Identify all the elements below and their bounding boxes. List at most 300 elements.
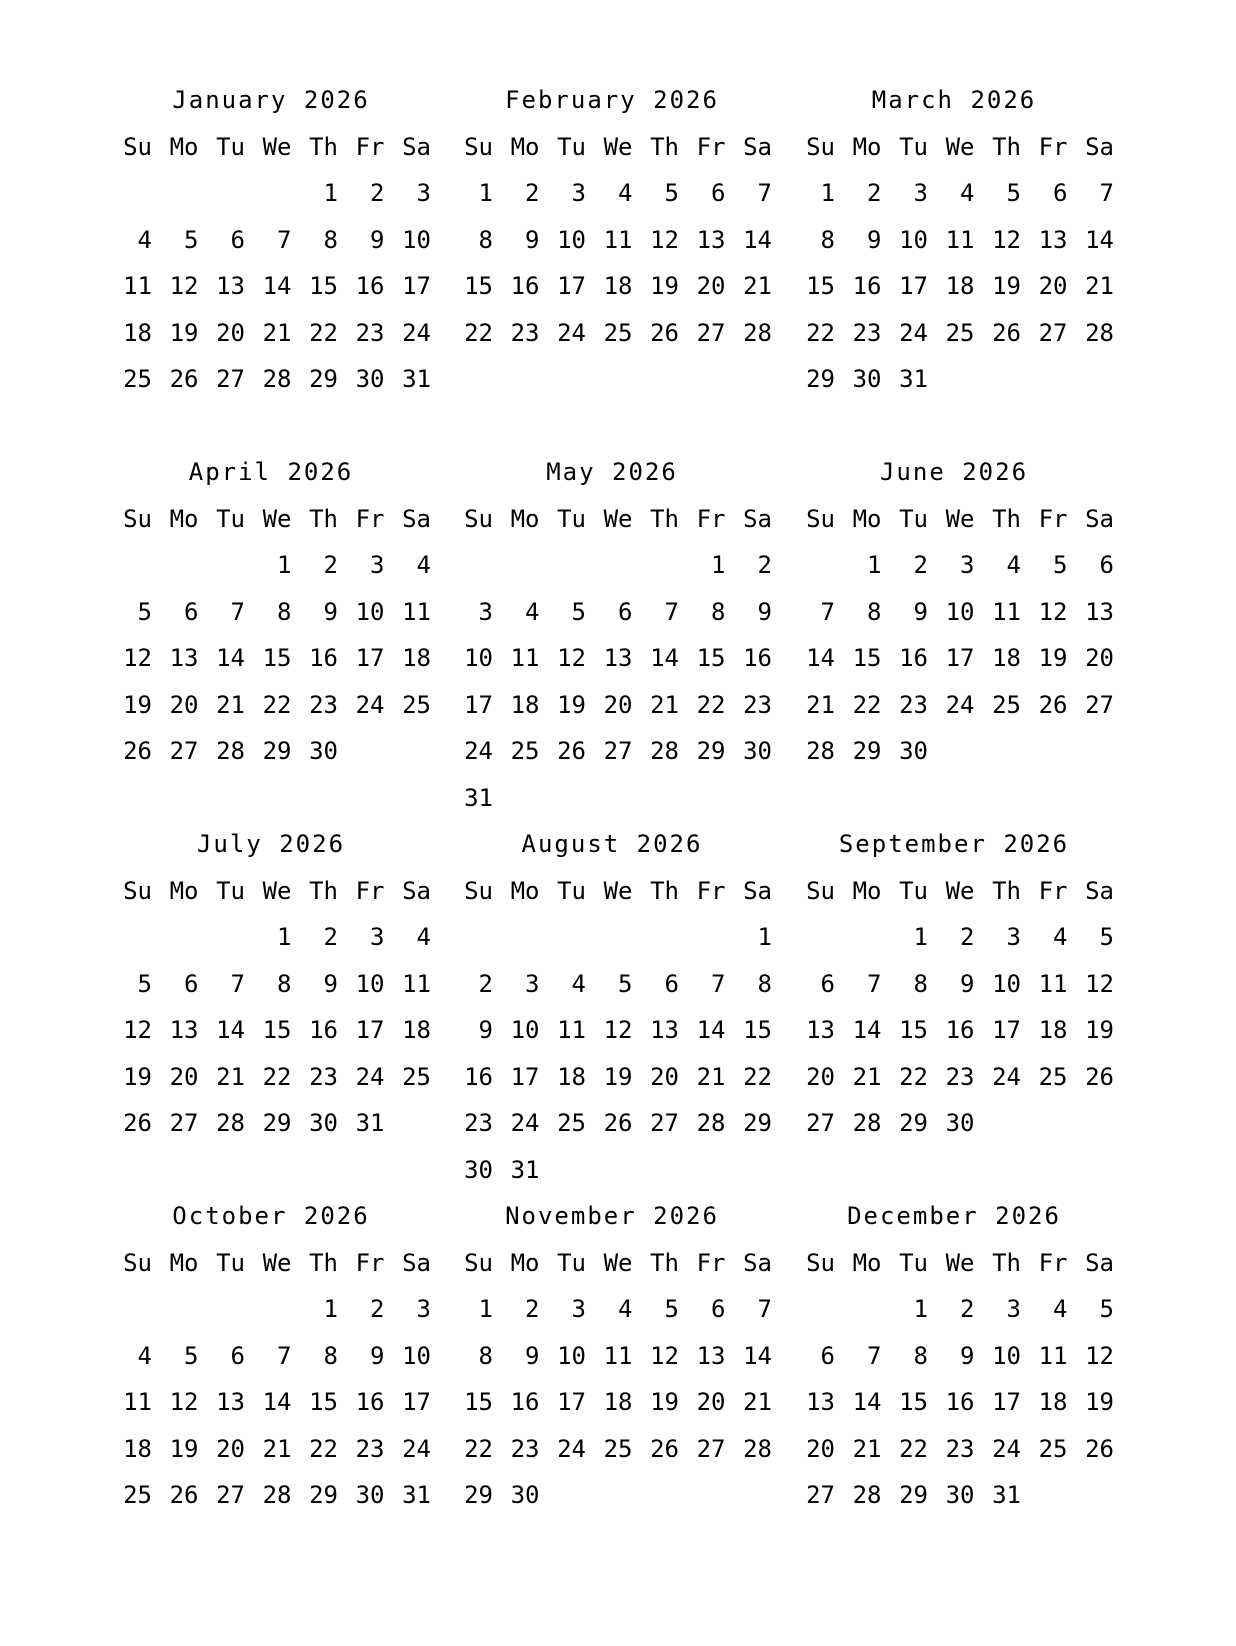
day-cell: 25 <box>945 318 975 347</box>
weekday-label: Th <box>992 876 1021 905</box>
weekday-label: Th <box>309 132 338 161</box>
day-cell: 31 <box>464 783 493 812</box>
day-cell: 17 <box>945 644 975 672</box>
weekday-label: We <box>603 504 633 533</box>
day-cell: 6 <box>230 1341 245 1370</box>
day-cell: 16 <box>852 272 882 300</box>
day-cell: 18 <box>945 272 975 300</box>
day-cell: 28 <box>806 737 835 765</box>
day-cell: 10 <box>355 969 385 998</box>
day-cell: 6 <box>184 597 199 626</box>
day-cell: 20 <box>169 690 199 719</box>
day-cell: 11 <box>1038 969 1068 998</box>
day-cell: 4 <box>416 551 431 579</box>
week-row <box>453 550 771 580</box>
week-row <box>795 364 1113 394</box>
week-row <box>795 597 1113 627</box>
weekday-label: Tu <box>557 1248 586 1277</box>
day-cell: 19 <box>123 1062 152 1091</box>
day-cell: 29 <box>309 1481 338 1509</box>
day-cell: 22 <box>262 690 292 719</box>
week-row <box>453 1434 771 1464</box>
week-row <box>795 1341 1113 1371</box>
day-cell: 29 <box>262 1109 292 1137</box>
day-cell: 20 <box>169 1062 199 1091</box>
weekday-label: We <box>603 132 633 161</box>
weekday-label: Su <box>806 876 835 905</box>
week-row <box>453 643 771 673</box>
weekday-label: Fr <box>696 132 726 161</box>
day-cell: 15 <box>696 644 726 672</box>
day-cell: 8 <box>757 969 772 998</box>
day-cell: 24 <box>402 1434 431 1463</box>
week-row <box>453 1387 771 1417</box>
day-cell: 22 <box>696 690 726 719</box>
day-cell: 6 <box>1099 551 1114 579</box>
weekday-label: Mo <box>169 504 199 533</box>
week-row <box>112 690 430 720</box>
day-cell: 25 <box>123 365 152 393</box>
month-title: June 2026 <box>879 458 1029 486</box>
day-cell: 31 <box>510 1155 540 1184</box>
day-cell: 6 <box>664 969 679 998</box>
day-cell: 15 <box>743 1016 772 1044</box>
day-cell: 23 <box>355 318 385 347</box>
day-cell: 13 <box>1038 225 1068 254</box>
week-row <box>112 550 430 580</box>
day-cell: 23 <box>355 1434 385 1463</box>
weekday-label: Fr <box>1038 132 1068 161</box>
weekday-header <box>795 504 1113 534</box>
week-row <box>112 271 430 301</box>
weekday-label: We <box>262 504 292 533</box>
week-row <box>112 1108 430 1138</box>
weekday-label: Su <box>464 1248 493 1277</box>
weekday-header <box>112 132 430 162</box>
day-cell: 27 <box>216 1481 245 1509</box>
day-cell: 17 <box>464 690 493 719</box>
weekday-header <box>453 1248 771 1278</box>
day-cell: 17 <box>557 272 586 300</box>
weekday-label: Mo <box>169 132 199 161</box>
day-cell: 17 <box>992 1016 1021 1044</box>
day-cell: 8 <box>478 225 493 254</box>
month-title: April 2026 <box>188 458 354 486</box>
day-cell: 17 <box>355 644 385 672</box>
day-cell: 16 <box>945 1388 975 1416</box>
week-row <box>112 1062 430 1092</box>
day-cell: 6 <box>618 597 633 626</box>
day-cell: 22 <box>464 318 493 347</box>
day-cell: 8 <box>711 597 726 626</box>
day-cell: 1 <box>913 923 928 951</box>
day-cell: 3 <box>370 923 385 951</box>
day-cell: 18 <box>510 690 540 719</box>
day-cell: 20 <box>1085 644 1114 672</box>
week-row <box>453 1480 771 1510</box>
day-cell: 7 <box>820 597 835 626</box>
month-title: May 2026 <box>546 458 678 486</box>
day-cell: 31 <box>992 1481 1021 1509</box>
day-cell: 24 <box>557 318 586 347</box>
weekday-label: Fr <box>696 1248 726 1277</box>
day-cell: 13 <box>216 272 245 300</box>
day-cell: 9 <box>478 1016 493 1044</box>
day-cell: 30 <box>464 1155 493 1184</box>
weekday-label: Su <box>464 132 493 161</box>
day-cell: 30 <box>309 1109 338 1137</box>
day-cell: 6 <box>820 1341 835 1370</box>
day-cell: 5 <box>184 225 199 254</box>
day-cell: 11 <box>557 1016 586 1044</box>
day-cell: 24 <box>992 1434 1021 1463</box>
day-cell: 30 <box>945 1481 975 1509</box>
day-cell: 2 <box>478 969 493 998</box>
day-cell: 20 <box>216 318 245 347</box>
weekday-label: Fr <box>1038 504 1068 533</box>
day-cell: 12 <box>123 644 152 672</box>
weekday-label: Tu <box>216 1248 245 1277</box>
week-row <box>453 318 771 348</box>
week-row <box>453 969 771 999</box>
weekday-label: Th <box>309 876 338 905</box>
day-cell: 26 <box>1085 1062 1114 1091</box>
month-title: December 2026 <box>847 1202 1061 1230</box>
day-cell: 18 <box>123 318 152 347</box>
day-cell: 25 <box>510 737 540 765</box>
week-row <box>453 1015 771 1045</box>
week-row <box>795 1294 1113 1324</box>
day-cell: 28 <box>262 1481 292 1509</box>
day-cell: 6 <box>711 179 726 207</box>
day-cell: 12 <box>557 644 586 672</box>
day-cell: 30 <box>743 737 772 765</box>
week-row <box>795 1108 1113 1138</box>
day-cell: 13 <box>806 1388 835 1416</box>
weekday-label: We <box>603 876 633 905</box>
weekday-label: Fr <box>1038 1248 1068 1277</box>
day-cell: 6 <box>711 1295 726 1323</box>
day-cell: 10 <box>899 225 928 254</box>
day-cell: 12 <box>123 1016 152 1044</box>
week-row <box>795 271 1113 301</box>
day-cell: 24 <box>464 737 493 765</box>
weekday-label: Su <box>806 504 835 533</box>
day-cell: 16 <box>309 1016 338 1044</box>
day-cell: 11 <box>402 597 431 626</box>
day-cell: 27 <box>806 1109 835 1137</box>
day-cell: 4 <box>525 597 540 626</box>
day-cell: 14 <box>216 644 245 672</box>
day-cell: 24 <box>510 1109 540 1137</box>
day-cell: 16 <box>510 1388 540 1416</box>
week-row <box>795 736 1113 766</box>
day-cell: 28 <box>1085 318 1114 347</box>
day-cell: 16 <box>309 644 338 672</box>
day-cell: 10 <box>355 597 385 626</box>
day-cell: 10 <box>557 1341 586 1370</box>
week-row <box>453 1108 771 1138</box>
day-cell: 14 <box>743 225 772 254</box>
day-cell: 5 <box>618 969 633 998</box>
day-cell: 27 <box>650 1109 679 1137</box>
weekday-label: Sa <box>402 876 431 905</box>
week-row <box>453 1155 771 1185</box>
weekday-header <box>795 1248 1113 1278</box>
day-cell: 15 <box>852 644 882 672</box>
day-cell: 22 <box>806 318 835 347</box>
week-row <box>453 736 771 766</box>
day-cell: 7 <box>867 1341 882 1370</box>
day-cell: 13 <box>1085 597 1114 626</box>
day-cell: 21 <box>262 1434 292 1463</box>
week-row <box>112 318 430 348</box>
month-title: September 2026 <box>838 830 1070 858</box>
weekday-label: Mo <box>510 504 540 533</box>
day-cell: 21 <box>650 690 679 719</box>
day-cell: 25 <box>992 690 1021 719</box>
weekday-label: Sa <box>402 132 431 161</box>
weekday-header <box>453 132 771 162</box>
day-cell: 11 <box>603 1341 633 1370</box>
day-cell: 19 <box>603 1062 633 1091</box>
day-cell: 17 <box>557 1388 586 1416</box>
day-cell: 8 <box>913 1341 928 1370</box>
day-cell: 4 <box>1006 551 1021 579</box>
day-cell: 4 <box>618 179 633 207</box>
day-cell: 3 <box>571 1295 586 1323</box>
day-cell: 5 <box>137 597 152 626</box>
day-cell: 8 <box>867 597 882 626</box>
week-row <box>795 225 1113 255</box>
day-cell: 20 <box>806 1434 835 1463</box>
day-cell: 8 <box>277 969 292 998</box>
weekday-label: Tu <box>216 876 245 905</box>
week-row <box>795 690 1113 720</box>
weekday-label: We <box>945 132 975 161</box>
week-row <box>795 318 1113 348</box>
day-cell: 14 <box>806 644 835 672</box>
month-title: March 2026 <box>871 86 1037 114</box>
day-cell: 13 <box>806 1016 835 1044</box>
day-cell: 2 <box>370 1295 385 1323</box>
weekday-label: Fr <box>355 132 385 161</box>
day-cell: 14 <box>696 1016 726 1044</box>
day-cell: 9 <box>370 225 385 254</box>
day-cell: 9 <box>323 597 338 626</box>
week-row <box>453 178 771 208</box>
day-cell: 16 <box>464 1062 493 1091</box>
day-cell: 4 <box>618 1295 633 1323</box>
day-cell: 31 <box>899 365 928 393</box>
day-cell: 7 <box>1099 179 1114 207</box>
day-cell: 12 <box>1085 1341 1114 1370</box>
day-cell: 28 <box>852 1109 882 1137</box>
day-cell: 22 <box>464 1434 493 1463</box>
day-cell: 9 <box>960 1341 975 1370</box>
day-cell: 2 <box>913 551 928 579</box>
weekday-label: Fr <box>1038 876 1068 905</box>
day-cell: 5 <box>1053 551 1068 579</box>
day-cell: 3 <box>478 597 493 626</box>
day-cell: 15 <box>899 1016 928 1044</box>
weekday-label: Th <box>992 504 1021 533</box>
day-cell: 24 <box>899 318 928 347</box>
day-cell: 16 <box>899 644 928 672</box>
day-cell: 7 <box>711 969 726 998</box>
day-cell: 22 <box>852 690 882 719</box>
weekday-label: Sa <box>1085 876 1114 905</box>
month-title: July 2026 <box>196 830 346 858</box>
weekday-label: Sa <box>1085 1248 1114 1277</box>
weekday-label: We <box>262 1248 292 1277</box>
day-cell: 8 <box>820 225 835 254</box>
day-cell: 3 <box>1006 1295 1021 1323</box>
day-cell: 28 <box>743 1434 772 1463</box>
day-cell: 5 <box>137 969 152 998</box>
day-cell: 26 <box>557 737 586 765</box>
day-cell: 10 <box>945 597 975 626</box>
day-cell: 6 <box>184 969 199 998</box>
day-cell: 23 <box>510 1434 540 1463</box>
day-cell: 23 <box>852 318 882 347</box>
day-cell: 9 <box>757 597 772 626</box>
day-cell: 20 <box>603 690 633 719</box>
day-cell: 23 <box>510 318 540 347</box>
day-cell: 11 <box>402 969 431 998</box>
day-cell: 14 <box>743 1341 772 1370</box>
day-cell: 12 <box>1085 969 1114 998</box>
day-cell: 12 <box>650 1341 679 1370</box>
day-cell: 15 <box>262 644 292 672</box>
day-cell: 6 <box>820 969 835 998</box>
day-cell: 27 <box>696 318 726 347</box>
day-cell: 15 <box>806 272 835 300</box>
day-cell: 21 <box>696 1062 726 1091</box>
weekday-label: Th <box>992 1248 1021 1277</box>
day-cell: 13 <box>696 225 726 254</box>
day-cell: 29 <box>464 1481 493 1509</box>
weekday-label: Mo <box>852 1248 882 1277</box>
day-cell: 30 <box>852 365 882 393</box>
week-row <box>112 178 430 208</box>
day-cell: 23 <box>309 690 338 719</box>
day-cell: 24 <box>992 1062 1021 1091</box>
day-cell: 30 <box>510 1481 540 1509</box>
day-cell: 8 <box>323 225 338 254</box>
weekday-label: Su <box>123 132 152 161</box>
weekday-label: Th <box>650 876 679 905</box>
day-cell: 7 <box>757 1295 772 1323</box>
day-cell: 13 <box>650 1016 679 1044</box>
day-cell: 3 <box>960 551 975 579</box>
day-cell: 28 <box>650 737 679 765</box>
weekday-label: Fr <box>696 876 726 905</box>
day-cell: 26 <box>650 318 679 347</box>
day-cell: 8 <box>913 969 928 998</box>
day-cell: 22 <box>899 1434 928 1463</box>
day-cell: 21 <box>806 690 835 719</box>
day-cell: 28 <box>743 318 772 347</box>
day-cell: 3 <box>571 179 586 207</box>
month-title: August 2026 <box>521 830 703 858</box>
day-cell: 11 <box>123 272 152 300</box>
day-cell: 7 <box>230 597 245 626</box>
day-cell: 18 <box>123 1434 152 1463</box>
day-cell: 5 <box>1006 179 1021 207</box>
day-cell: 2 <box>867 179 882 207</box>
day-cell: 2 <box>525 1295 540 1323</box>
day-cell: 8 <box>277 597 292 626</box>
day-cell: 9 <box>960 969 975 998</box>
day-cell: 21 <box>216 690 245 719</box>
day-cell: 7 <box>277 1341 292 1370</box>
day-cell: 21 <box>216 1062 245 1091</box>
day-cell: 17 <box>402 272 431 300</box>
day-cell: 20 <box>650 1062 679 1091</box>
weekday-header <box>453 504 771 534</box>
day-cell: 30 <box>355 1481 385 1509</box>
day-cell: 23 <box>945 1434 975 1463</box>
day-cell: 28 <box>216 1109 245 1137</box>
weekday-label: Mo <box>852 876 882 905</box>
day-cell: 22 <box>743 1062 772 1091</box>
day-cell: 9 <box>913 597 928 626</box>
day-cell: 30 <box>945 1109 975 1137</box>
day-cell: 11 <box>603 225 633 254</box>
weekday-label: Su <box>464 876 493 905</box>
week-row <box>453 922 771 952</box>
day-cell: 25 <box>402 690 431 719</box>
day-cell: 27 <box>603 737 633 765</box>
week-row <box>453 225 771 255</box>
day-cell: 31 <box>402 1481 431 1509</box>
day-cell: 6 <box>230 225 245 254</box>
day-cell: 29 <box>806 365 835 393</box>
day-cell: 1 <box>820 179 835 207</box>
day-cell: 16 <box>945 1016 975 1044</box>
day-cell: 1 <box>323 1295 338 1323</box>
day-cell: 8 <box>478 1341 493 1370</box>
day-cell: 5 <box>1099 923 1114 951</box>
weekday-label: Th <box>309 504 338 533</box>
day-cell: 18 <box>1038 1388 1068 1416</box>
day-cell: 18 <box>603 272 633 300</box>
weekday-label: Th <box>650 504 679 533</box>
day-cell: 19 <box>169 1434 199 1463</box>
day-cell: 10 <box>510 1016 540 1044</box>
day-cell: 1 <box>277 923 292 951</box>
day-cell: 3 <box>525 969 540 998</box>
day-cell: 18 <box>603 1388 633 1416</box>
day-cell: 25 <box>603 1434 633 1463</box>
day-cell: 1 <box>478 179 493 207</box>
weekday-label: Tu <box>899 504 928 533</box>
weekday-label: Th <box>992 132 1021 161</box>
week-row <box>795 1015 1113 1045</box>
day-cell: 5 <box>664 179 679 207</box>
day-cell: 26 <box>169 365 199 393</box>
weekday-label: We <box>262 876 292 905</box>
day-cell: 28 <box>216 737 245 765</box>
week-row <box>795 1062 1113 1092</box>
weekday-label: Sa <box>402 1248 431 1277</box>
day-cell: 29 <box>696 737 726 765</box>
day-cell: 21 <box>852 1434 882 1463</box>
day-cell: 25 <box>402 1062 431 1091</box>
day-cell: 17 <box>992 1388 1021 1416</box>
day-cell: 2 <box>323 551 338 579</box>
